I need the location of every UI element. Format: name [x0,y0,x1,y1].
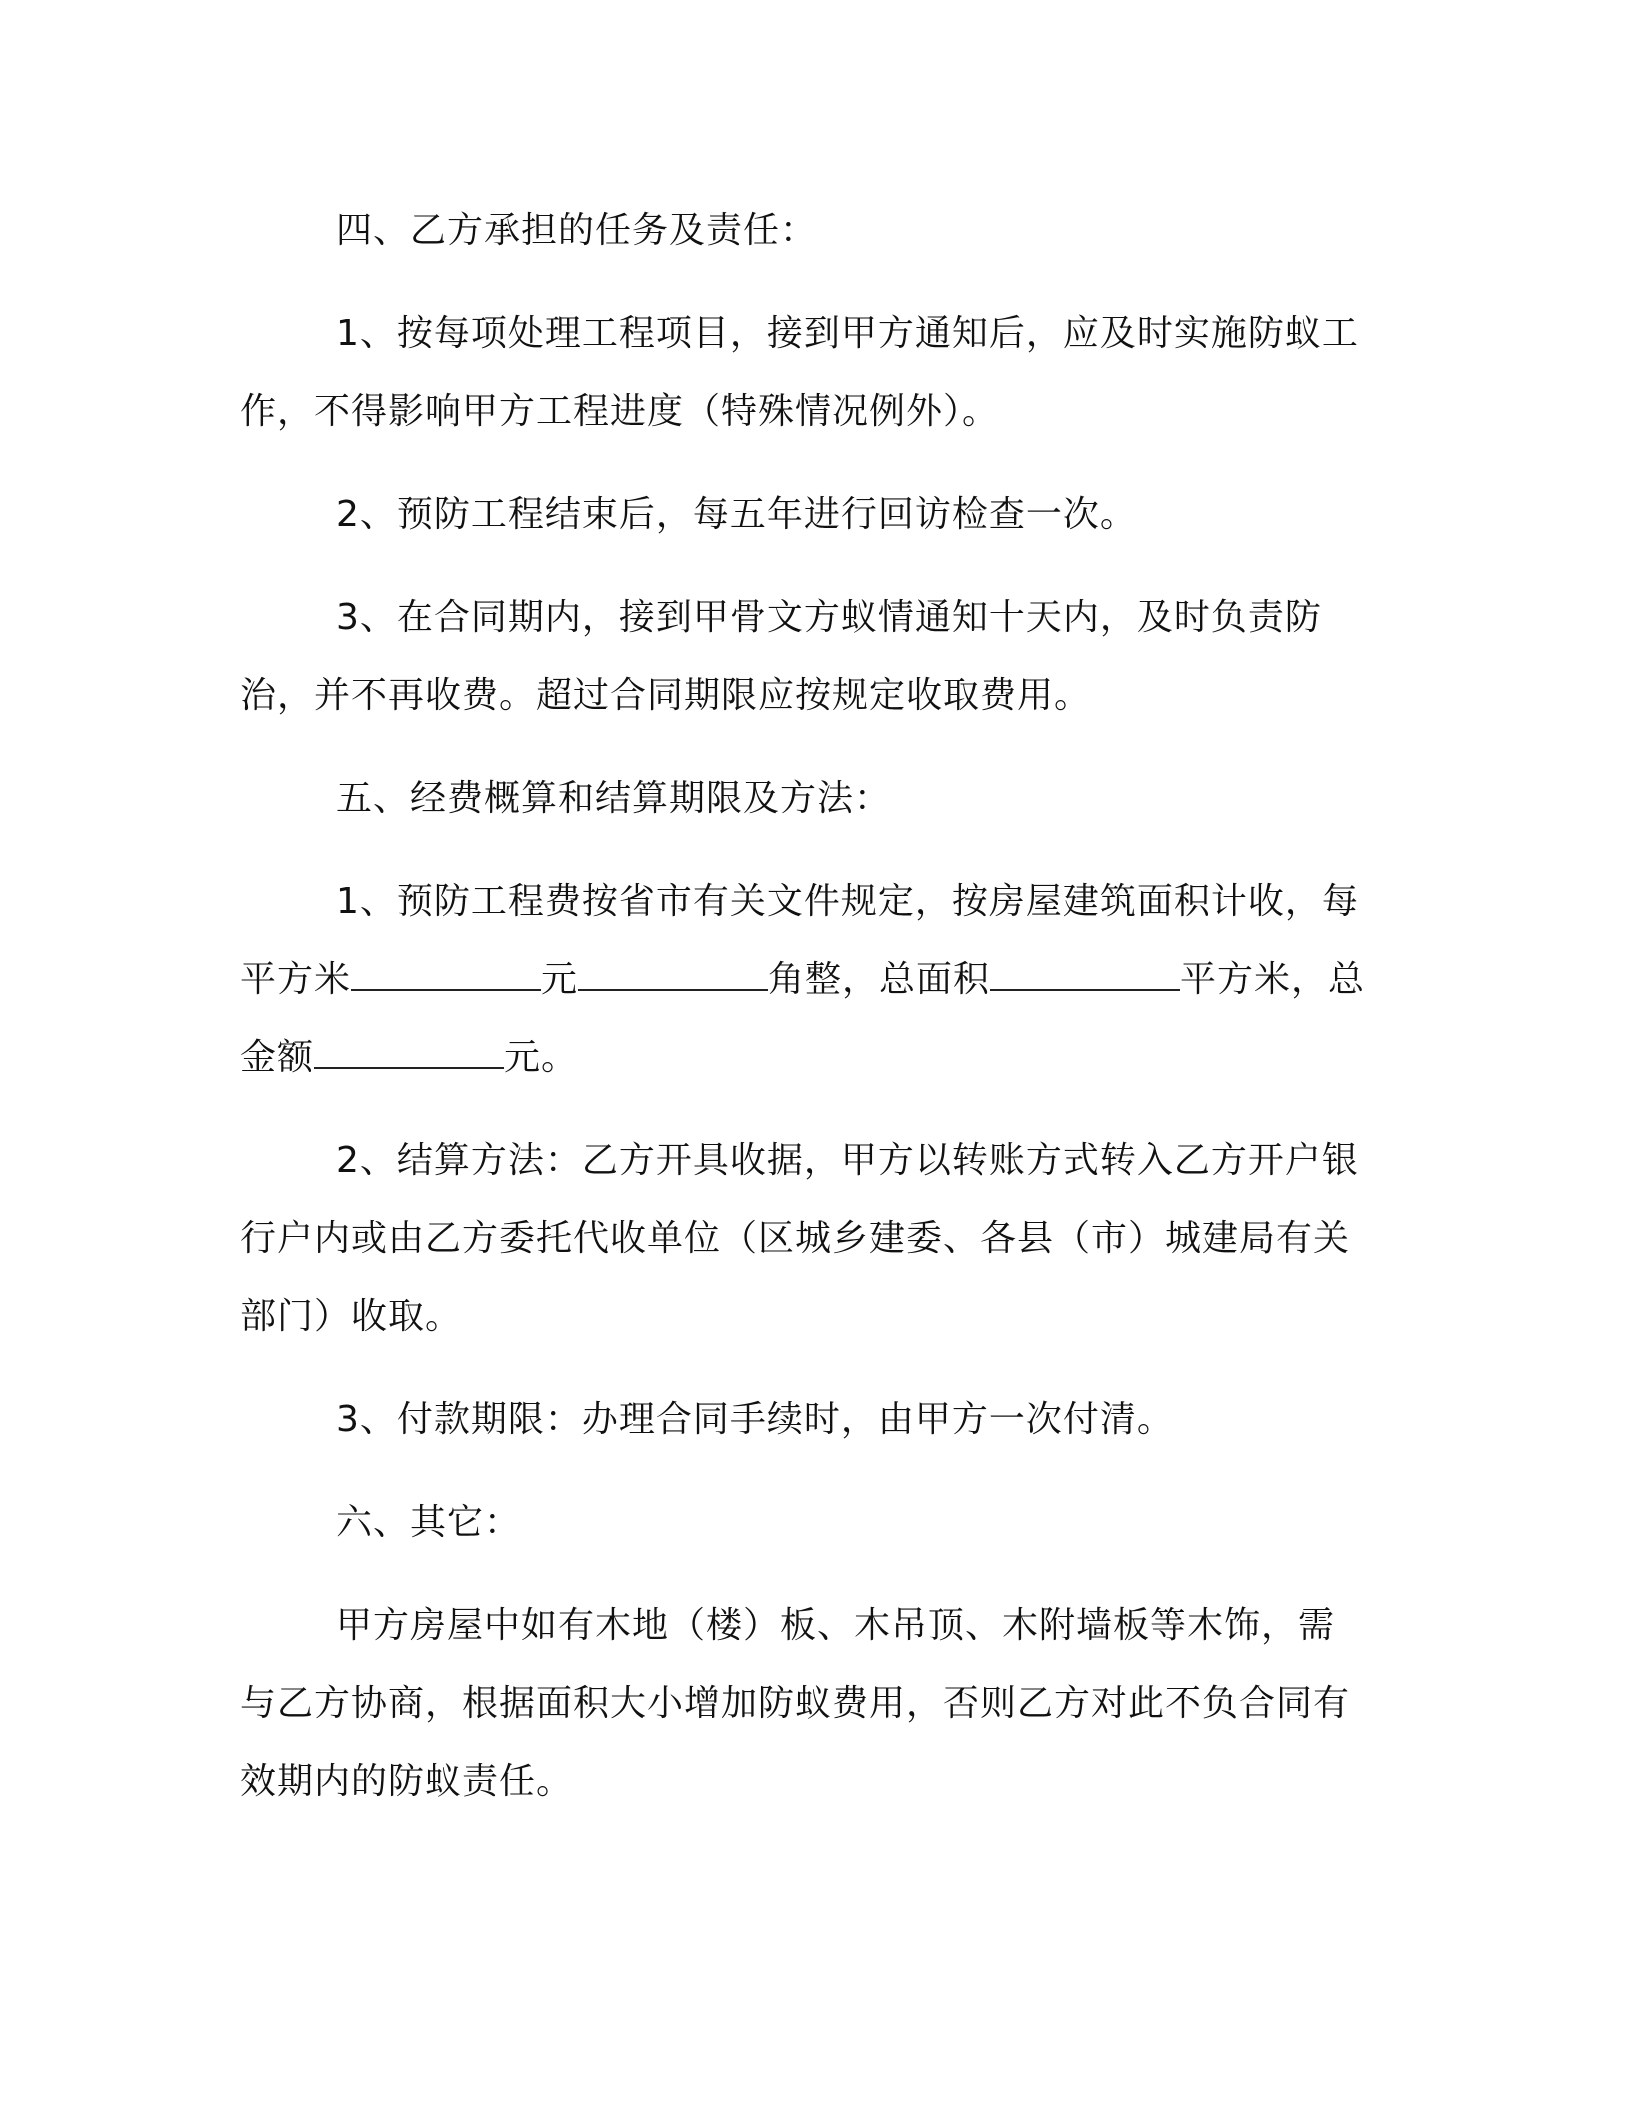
fee-text-2: 元 [541,959,579,1000]
section-4-item-1: 1、按每项处理工程项目，接到甲方通知后，应及时实施防蚁工作，不得影响甲方工程进度（特殊情况例外）。 [240,313,1359,432]
fee-text-1: 1、预防工程费按省市有关文件规定，按房屋建筑面积计收，每平方米 [240,881,1359,1000]
fee-text-5: 元。 [504,1037,579,1078]
fee-jiao-blank[interactable] [578,959,768,991]
section-4-heading: 四、乙方承担的任务及责任： [336,210,818,251]
section-5-item-2: 2、结算方法：乙方开具收据，甲方以转账方式转入乙方开户银行户内或由乙方委托代收单位（区城乡建委、各县（市）城建局有关部门）收取。 [240,1140,1359,1337]
total-amount-blank[interactable] [314,1037,504,1069]
section-6-body: 甲方房屋中如有木地（楼）板、木吊顶、木附墙板等木饰，需与乙方协商，根据面积大小增加防蚁费用，否则乙方对此不负合同有效期内的防蚁责任。 [240,1605,1351,1802]
fee-text-3: 角整，总面积 [768,959,991,1000]
fee-yuan-blank[interactable] [351,959,541,991]
section-4-item-2: 2、预防工程结束后，每五年进行回访检查一次。 [336,494,1137,535]
section-5-item-3: 3、付款期限：办理合同手续时，由甲方一次付清。 [336,1399,1174,1440]
total-area-blank[interactable] [990,959,1180,991]
section-6-heading: 六、其它： [336,1502,522,1543]
fee-text-4: 平方米，总金额 [240,959,1366,1078]
section-5-item-1 [240,863,1370,1097]
section-5-heading: 五、经费概算和结算期限及方法： [336,778,892,819]
contract-page [240,192,1370,1846]
section-4-item-3: 3、在合同期内，接到甲骨文方蚁情通知十天内，及时负责防治，并不再收费。超过合同期限应按规定收取费用。 [240,597,1322,716]
